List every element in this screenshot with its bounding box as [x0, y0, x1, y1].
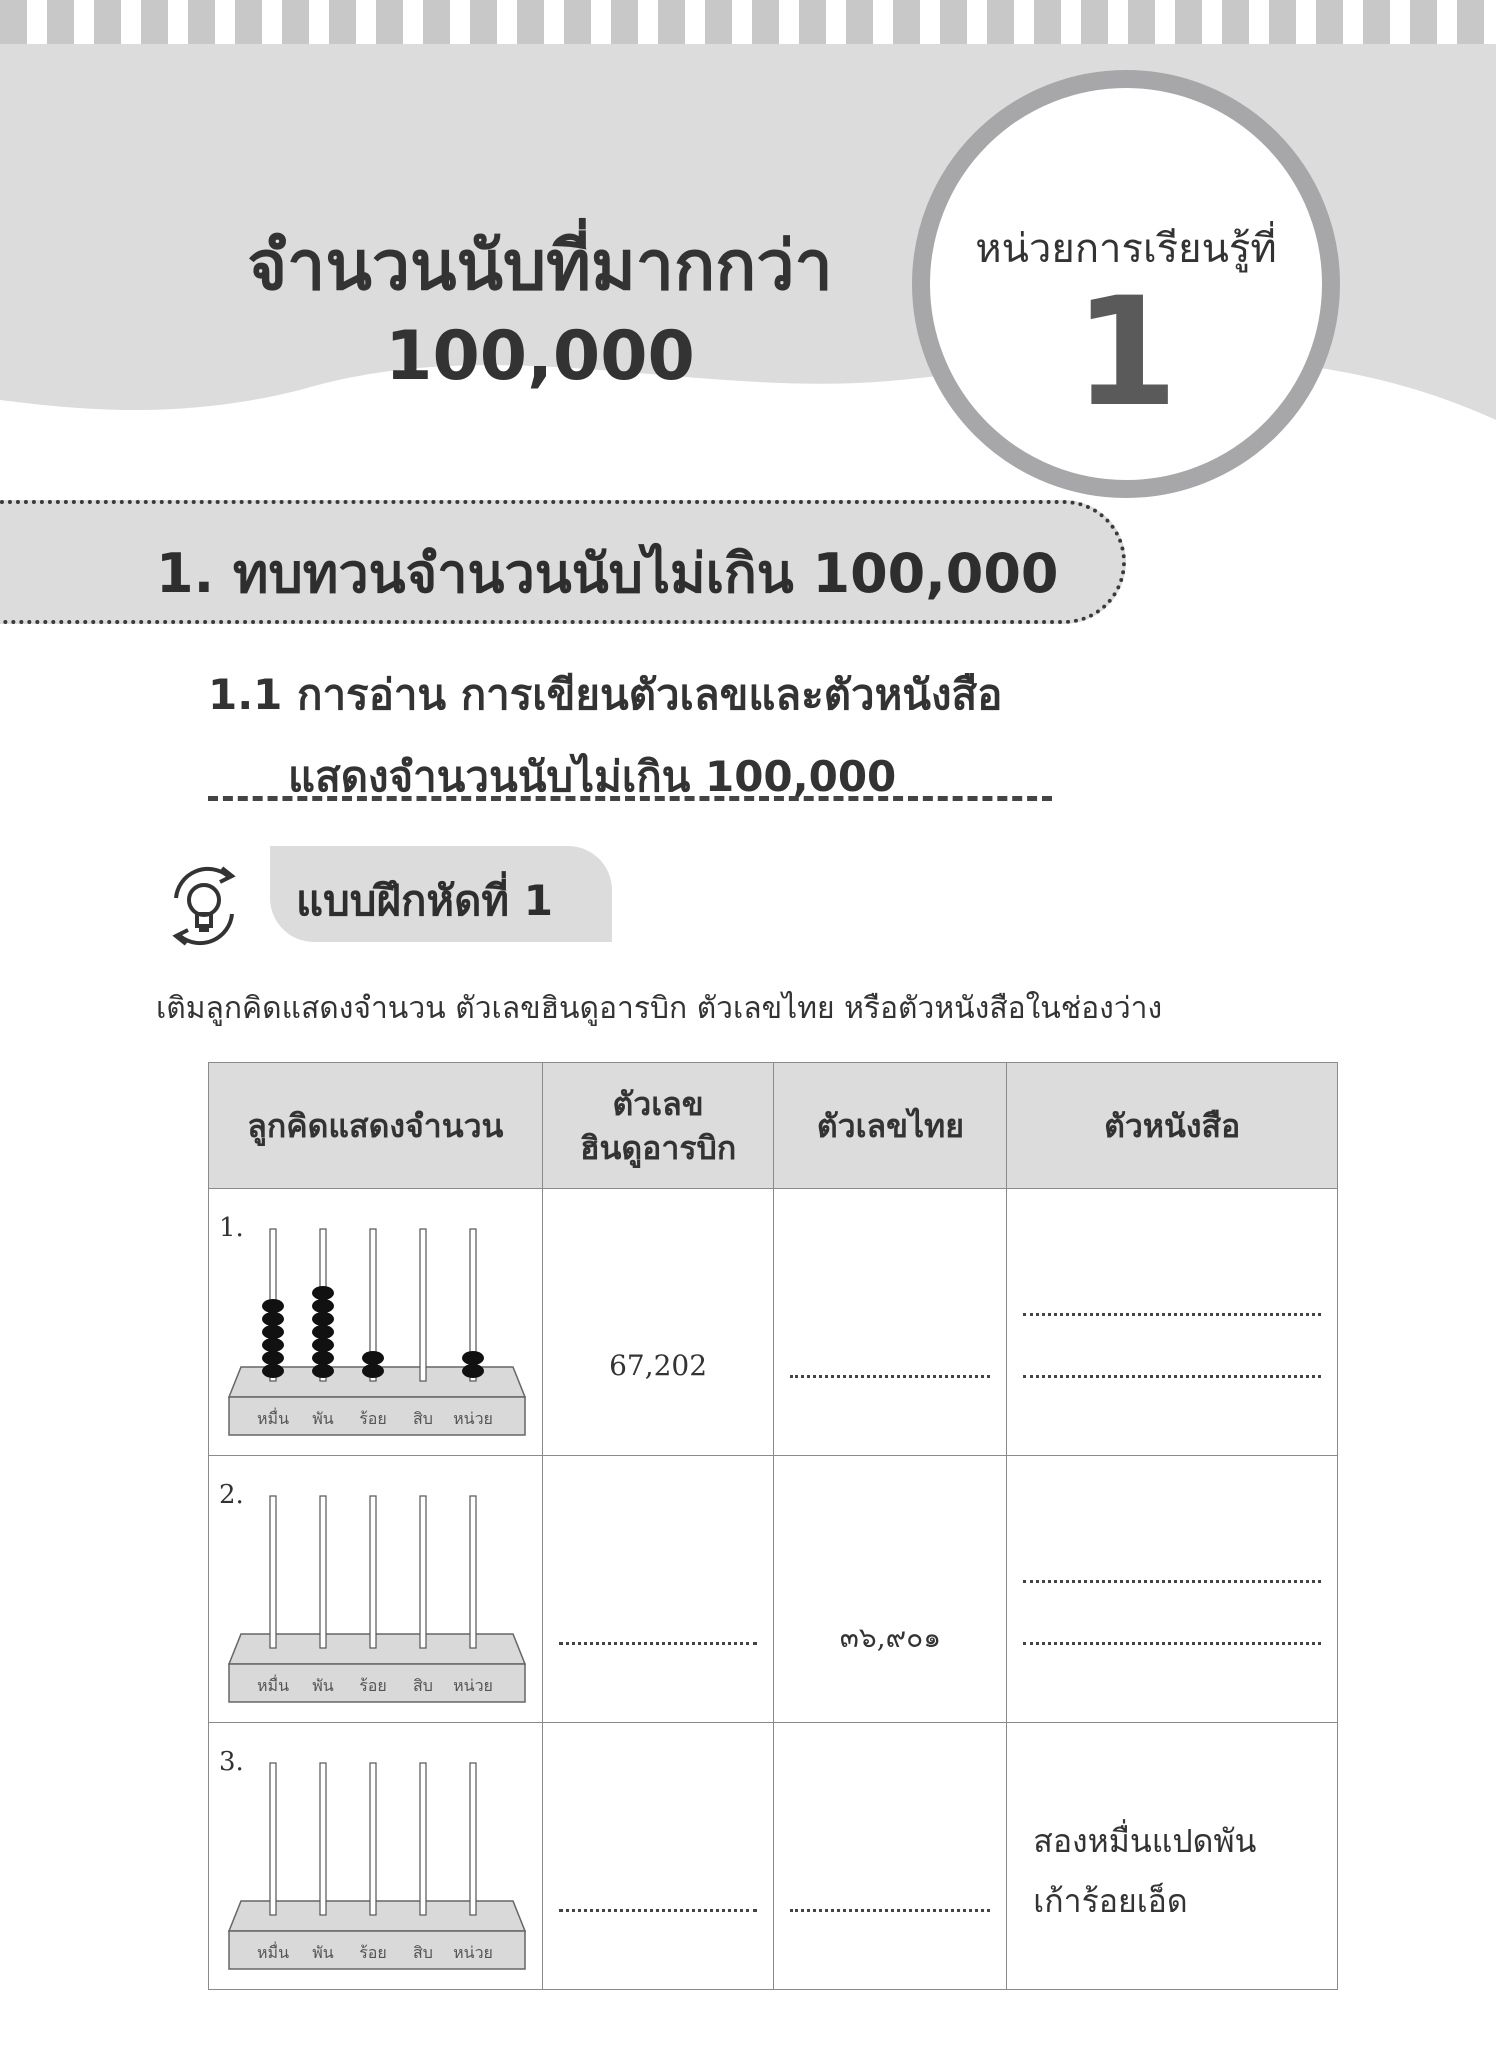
abacus-rod [270, 1496, 276, 1648]
abacus-bead [262, 1351, 284, 1365]
practice-table [208, 1062, 1338, 1990]
abacus-rod [370, 1763, 376, 1915]
abacus-cell [209, 1723, 543, 1990]
lightbulb-refresh-icon [156, 858, 252, 954]
arabic-cell [542, 1456, 774, 1723]
unit-number: 1 [1073, 266, 1179, 440]
header-words: ตัวหนังสือ [1007, 1063, 1338, 1189]
abacus-bead [462, 1364, 484, 1378]
words-cell [1007, 1456, 1338, 1723]
abacus-cell [209, 1456, 543, 1723]
abacus-place-label: หน่วย [453, 1409, 493, 1428]
arabic-answer-blank[interactable] [559, 1642, 758, 1645]
thai-cell [774, 1189, 1007, 1456]
abacus-place-label: สิบ [413, 1409, 433, 1428]
words-answer-blank-line1[interactable] [1023, 1313, 1321, 1316]
thai-value: ๓๖,๙๐๑ [839, 1621, 941, 1654]
abacus-rod [320, 1763, 326, 1915]
abacus-place-label: หมื่น [256, 1943, 290, 1962]
table-row [209, 1723, 1338, 1990]
abacus-illustration [217, 1219, 537, 1449]
abacus-place-label: สิบ [413, 1676, 433, 1695]
row-number: 3. [219, 1747, 244, 1777]
thai-answer-blank[interactable] [790, 1375, 990, 1378]
subsection-title [208, 654, 1002, 818]
abacus-rod [470, 1763, 476, 1915]
arabic-value: 67,202 [609, 1349, 708, 1382]
abacus-place-label: หมื่น [256, 1409, 290, 1428]
arabic-answer-blank[interactable] [559, 1909, 758, 1912]
abacus-bead [262, 1338, 284, 1352]
abacus-bead [362, 1364, 384, 1378]
abacus-bead [262, 1312, 284, 1326]
row-number: 2. [219, 1480, 244, 1510]
abacus-illustration[interactable] [217, 1486, 537, 1716]
words-value-line1: สองหมื่นแปดพัน [1033, 1822, 1257, 1860]
arabic-cell [542, 1723, 774, 1990]
abacus-bead [262, 1364, 284, 1378]
table-row [209, 1189, 1338, 1456]
abacus-bead [362, 1351, 384, 1365]
table-header-row [209, 1063, 1338, 1189]
header-arabic-line1: ตัวเลข [612, 1084, 704, 1123]
abacus-place-label: ร้อย [359, 1676, 387, 1695]
header-abacus: ลูกคิดแสดงจำนวน [209, 1063, 543, 1189]
abacus-rod [270, 1763, 276, 1915]
words-cell [1007, 1189, 1338, 1456]
abacus-place-label: พัน [312, 1409, 334, 1428]
abacus-rod [470, 1496, 476, 1648]
abacus-cell [209, 1189, 543, 1456]
unit-title-line1: จำนวนนับที่มากกว่า [247, 227, 833, 306]
abacus-bead [462, 1351, 484, 1365]
unit-badge [912, 70, 1340, 498]
abacus-rod [420, 1496, 426, 1648]
abacus-place-label: ร้อย [359, 1409, 387, 1428]
thai-answer-blank[interactable] [790, 1909, 990, 1912]
row-number: 1. [219, 1213, 244, 1243]
abacus-illustration[interactable] [217, 1753, 537, 1983]
abacus-bead [312, 1312, 334, 1326]
abacus-bead [312, 1325, 334, 1339]
subsection-divider [208, 796, 1052, 801]
words-value-line2: เก้าร้อยเอ็ด [1033, 1882, 1188, 1920]
header-arabic [542, 1063, 774, 1189]
abacus-place-label: พัน [312, 1676, 334, 1695]
abacus-place-label: ร้อย [359, 1943, 387, 1962]
subsection-title-line2: แสดงจำนวนนับไม่เกิน 100,000 [288, 752, 897, 801]
abacus-rod [420, 1763, 426, 1915]
table-row [209, 1456, 1338, 1723]
abacus-bead [312, 1338, 334, 1352]
unit-label: หน่วยการเรียนรู้ที่ [975, 226, 1277, 272]
exercise-instruction: เติมลูกคิดแสดงจำนวน ตัวเลขฮินดูอารบิก ตัวเลขไทย หรือตัวหนังสือในช่องว่าง [156, 991, 1163, 1026]
abacus-place-label: หมื่น [256, 1676, 290, 1695]
unit-title [120, 222, 960, 402]
exercise-title: แบบฝึกหัดที่ 1 [296, 876, 553, 925]
abacus-bead [312, 1286, 334, 1300]
header-thai: ตัวเลขไทย [774, 1063, 1007, 1189]
abacus-bead [312, 1351, 334, 1365]
abacus-rod [420, 1229, 426, 1381]
unit-title-line2: 100,000 [385, 317, 695, 396]
abacus-place-label: หน่วย [453, 1943, 493, 1962]
words-answer-blank-line2[interactable] [1023, 1642, 1321, 1645]
abacus-bead [312, 1299, 334, 1313]
words-answer-blank-line2[interactable] [1023, 1375, 1321, 1378]
thai-cell [774, 1723, 1007, 1990]
abacus-place-label: สิบ [413, 1943, 433, 1962]
abacus-bead [262, 1325, 284, 1339]
thai-cell [774, 1456, 1007, 1723]
arabic-cell [542, 1189, 774, 1456]
abacus-place-label: พัน [312, 1943, 334, 1962]
words-cell [1007, 1723, 1338, 1990]
abacus-bead [262, 1299, 284, 1313]
words-answer-blank-line1[interactable] [1023, 1580, 1321, 1583]
abacus-rod [320, 1496, 326, 1648]
words-value [1033, 1811, 1256, 1931]
section-title: 1. ทบทวนจำนวนนับไม่เกิน 100,000 [156, 542, 1059, 605]
abacus-bead [312, 1364, 334, 1378]
abacus-rod [370, 1496, 376, 1648]
subsection-title-line1: 1.1 การอ่าน การเขียนตัวเลขและตัวหนังสือ [208, 670, 1003, 719]
abacus-place-label: หน่วย [453, 1676, 493, 1695]
header-arabic-line2: ฮินดูอารบิก [579, 1128, 737, 1167]
